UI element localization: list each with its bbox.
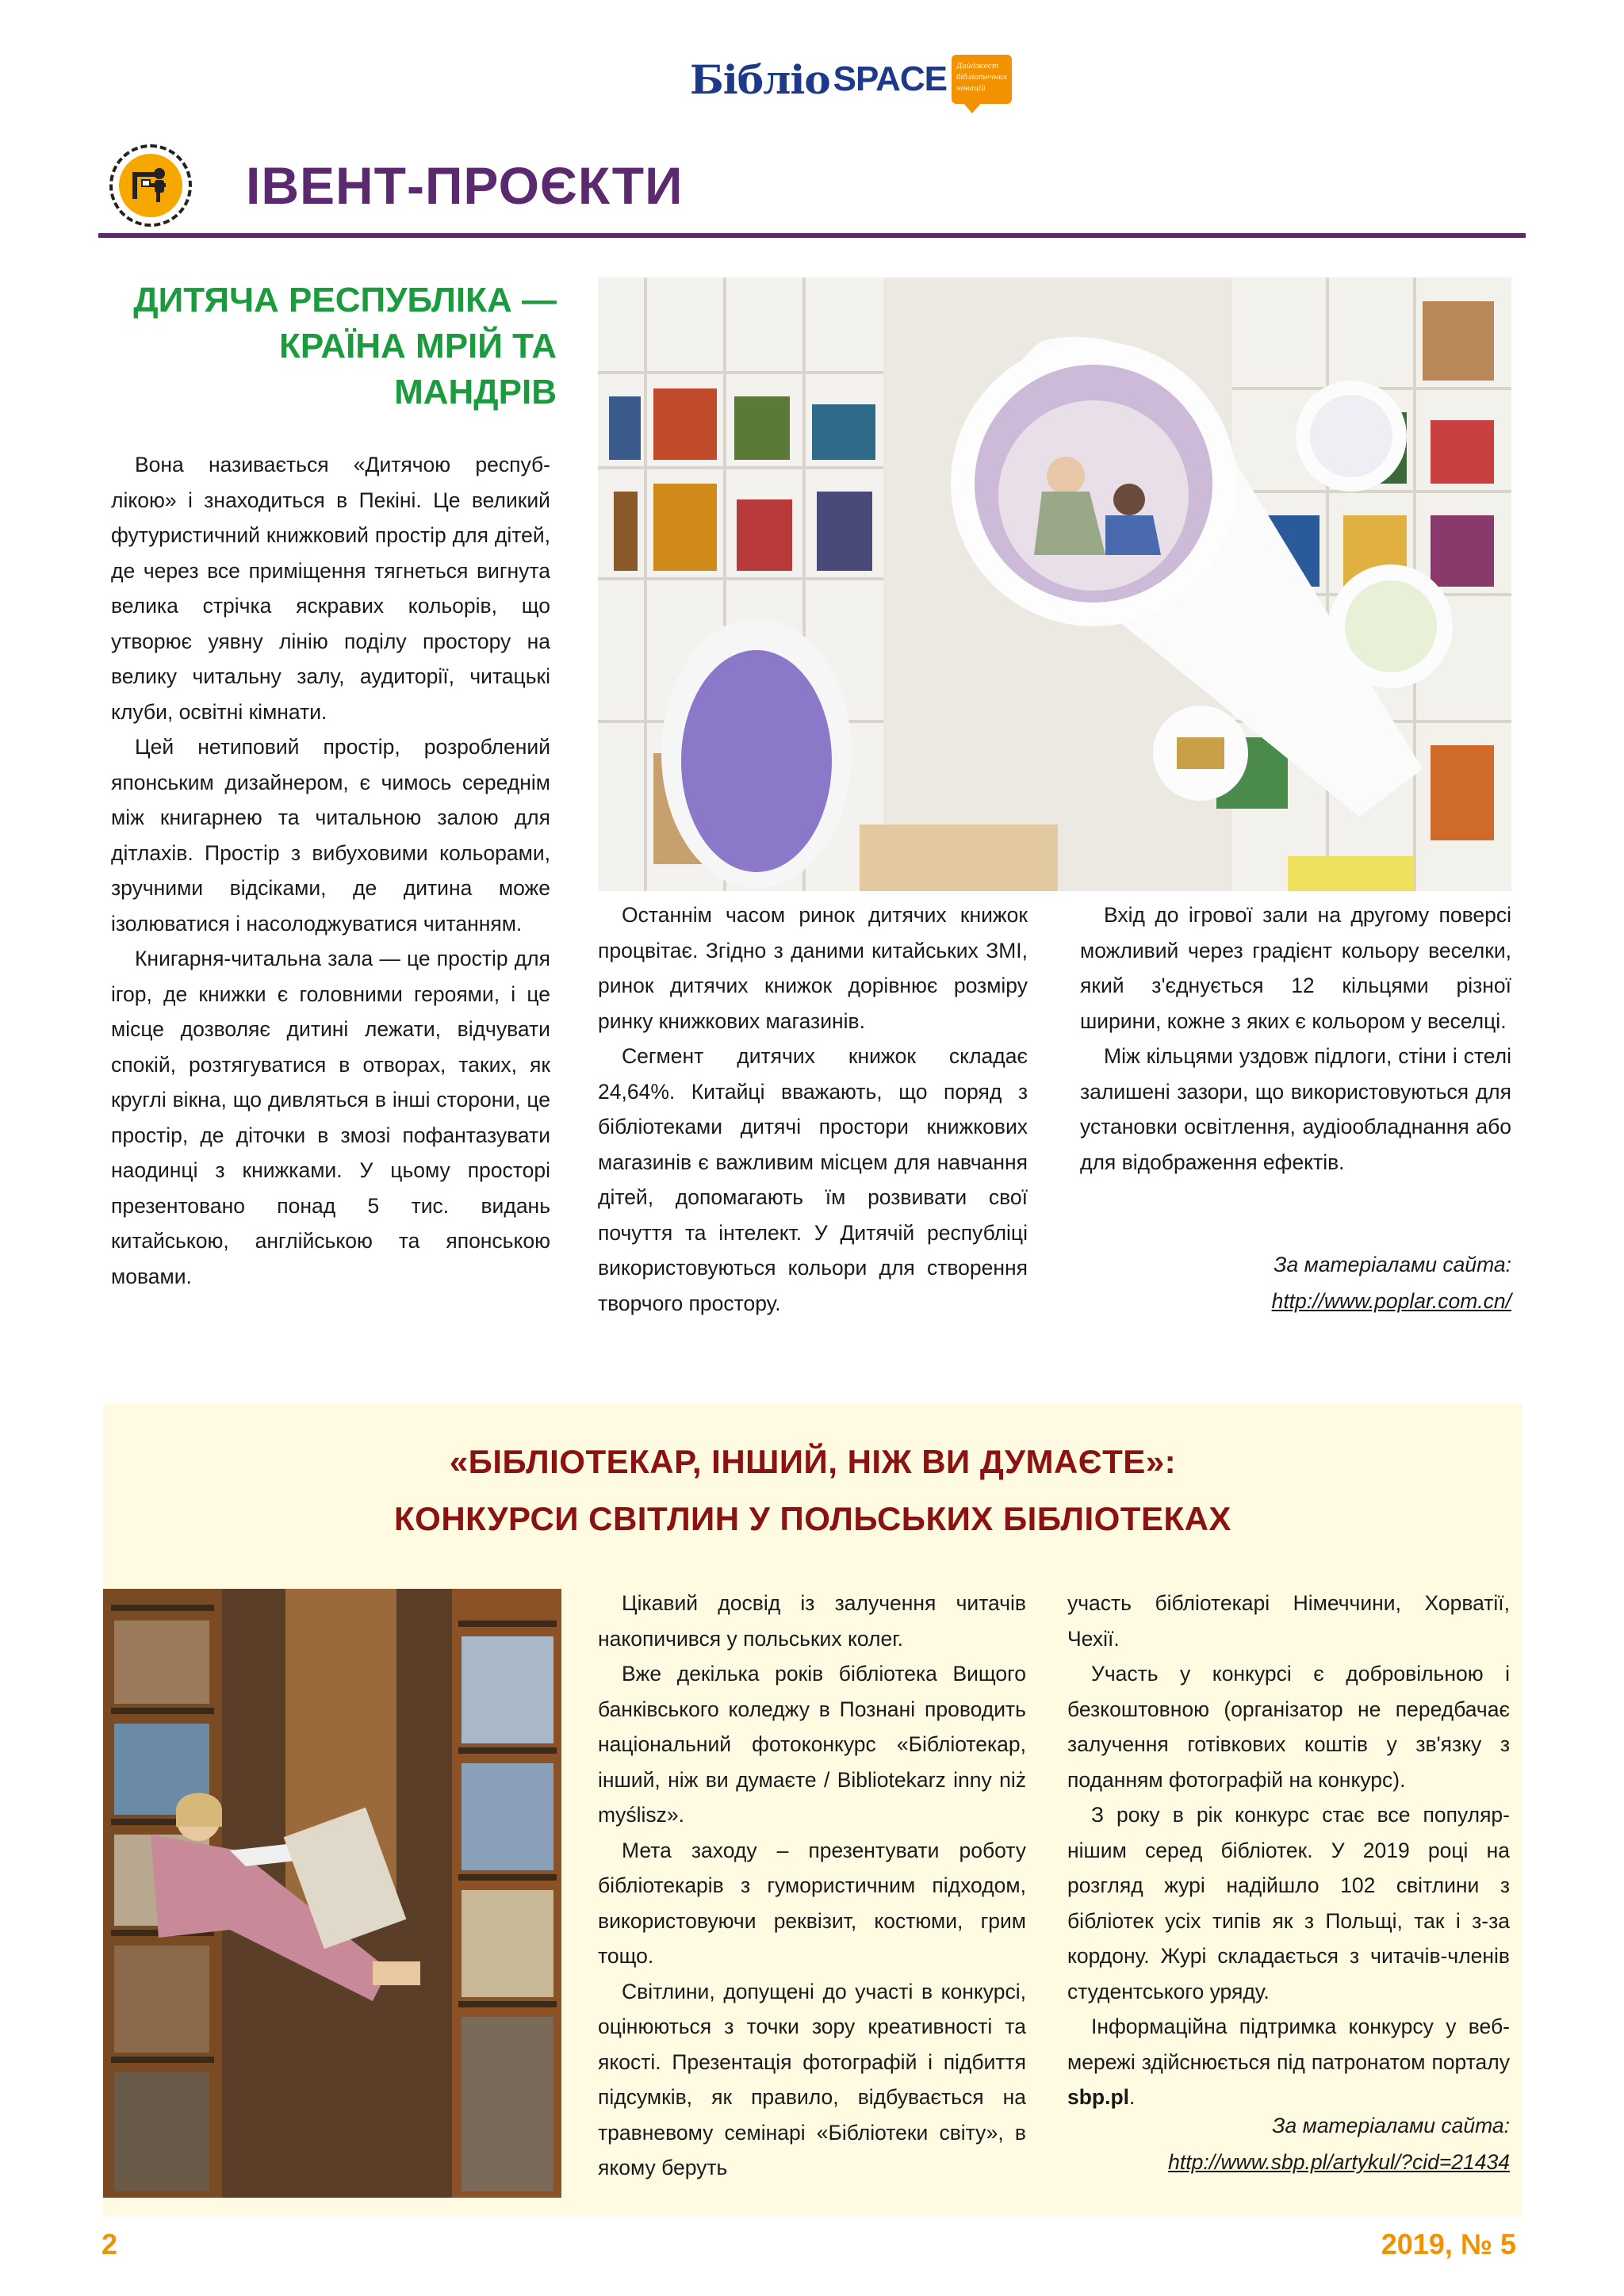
source-link[interactable]: http://www.poplar.com.cn/ (1271, 1289, 1511, 1313)
paragraph: Останнім часом ринок дитячих книжок процвітає. Згідно з даними китайських ЗМІ, ринок дитячих книжок дорівнює розміру ринку книжкових магазинів. (598, 903, 1028, 1033)
article2-title-line-1: «БІБЛІОТЕКАР, ІНШИЙ, НІЖ ВИ ДУМАЄТЕ»: (449, 1443, 1177, 1480)
paragraph: Світлини, допущені до участі в конкурсі, оцінюються з точки зору креативності та якості. Презентація фотографій і підбиття підсумків, як правило, відбувається на травневому семінарі «Бібліотеки світу», в якому беруть (598, 1979, 1026, 2179)
article1-column-2 (598, 897, 1028, 1321)
paragraph: Участь у конкурсі є добровільною і безкоштовною (організатор не передбачає залучення готівкових коштів у зв'язку з поданням фотографій на конкурс). (1067, 1662, 1510, 1792)
paragraph: Між кільцями уздовж підлоги, стіни і стелі залишені зазори, що використовуються для установки освітлення, аудіообладнання або для відображення ефектів. (1080, 1044, 1511, 1174)
article1-column-1 (111, 447, 550, 1294)
childrens-library-photo (598, 277, 1511, 891)
source-label: За матеріалами сайта: (1274, 1253, 1511, 1276)
article1-source (1080, 1246, 1511, 1319)
masthead-title-space: SPACE (833, 59, 947, 98)
paragraph: Книгарня-читальна зала — це простір для ігор, де книжки є головними героями, і це місце дозволяє дитині лежати, відчувати спокій, розтягуватися в отворах, таких, як круглі вікна, що дивляться в інші сторони, це простір, де діточки в змозі пофантазувати наодинці з книжками. У цьому просторі презентовано понад 5 тис. видань китайською, англійською та японською мовами. (111, 947, 550, 1288)
paragraph-continued: участь бібліотекарі Німеччини, Хорватії, Чехії. (1067, 1591, 1510, 1651)
source-label: За матеріалами сайта: (1272, 2114, 1510, 2137)
portal-name: sbp.pl (1067, 2085, 1130, 2109)
paragraph: Вхід до ігрової зали на другому поверсі можливий через градієнт кольору веселки, який з'єднується 12 кільцями різної ширини, кожне з яких є кольором у веселці. (1080, 903, 1511, 1033)
paragraph: Інформаційна підтримка конкурсу у веб-мережі здійснюється під патронатом порталу sbp.pl. (1067, 2015, 1510, 2109)
article2-title (103, 1433, 1522, 1548)
issue-number: 2019, № 5 (1381, 2228, 1516, 2260)
masthead-logo (690, 48, 1007, 111)
section-title: ІВЕНТ-ПРОЄКТИ (246, 156, 684, 215)
masthead-tag: Дайджест бібліотечних новацій (952, 55, 1012, 104)
article2-source (1067, 2107, 1510, 2180)
paragraph: Цей нетиповий простір, розроблений японським дизайнером, є чимось середнім між книгарнею та читальною залою для дітлахів. Простір з вибуховими кольорами, зручними відсіками, де дитина може ізолюватися і насолоджуватися читанням. (111, 735, 550, 936)
page-number: 2 (102, 2228, 118, 2260)
paragraph: З року в рік конкурс стає все популярнішим серед бібліотек. У 2019 році на розгляд журі надійшло 102 світлини з бібліотек усіх типів як з Польщі, так і з-за кордону. Журі складається з читачів-членів студентського уряду. (1067, 1803, 1510, 2003)
paragraph: Вона називається «Дитячою республікою» і знаходиться в Пекіні. Це великий футуристичний книжковий простір для дітей, де через все приміщення тягнеться вигнута велика стрічка яскравих кольорів, що утворює уявну лінію поділу простору на велику читальну залу, аудиторії, читацькі клуби, освітні кімнати. (111, 453, 550, 724)
paragraph: Вже декілька років бібліотека Вищого банківського коледжу в Познані проводить національний фотоконкурс «Бібліотекар, інший, ніж ви думаєте / Bibliotekarz inny niż myślisz». (598, 1662, 1026, 1827)
paragraph: Сегмент дитячих книжок складає 24,64%. Китайці вважають, що поряд з бібліотеками дитячі простори книжкових магазинів є важливим місцем для навчання дітей, допомагають їм розвивати свої почуття та інтелект. У Дитячій республіці використовуються кольори для створення творчого простору. (598, 1044, 1028, 1315)
paragraph: Цікавий досвід із залучення читачів накопичився у польських колег. (598, 1591, 1026, 1651)
article2-title-line-2: КОНКУРСИ СВІТЛИН У ПОЛЬСЬКИХ БІБЛІОТЕКАХ (394, 1500, 1231, 1537)
article1-title: ДИТЯЧА РЕСПУБЛІКА — КРАЇНА МРІЙ ТА МАНДРІВ (133, 281, 557, 411)
article2-column-2 (1067, 1586, 1510, 2115)
paragraph: Мета заходу – презентувати роботу бібліотекарів з гумористичним підходом, використовуючи реквізит, костюми, грим тощо. (598, 1838, 1026, 1968)
reading-person-icon (109, 144, 192, 227)
librarian-photo (103, 1589, 561, 2198)
section-divider (98, 233, 1526, 238)
article2-column-1 (598, 1586, 1026, 2186)
article1-column-3 (1080, 897, 1511, 1180)
masthead-title-biblio: Бібліо (690, 55, 830, 103)
source-link[interactable]: http://www.sbp.pl/artykul/?cid=21434 (1168, 2150, 1510, 2174)
